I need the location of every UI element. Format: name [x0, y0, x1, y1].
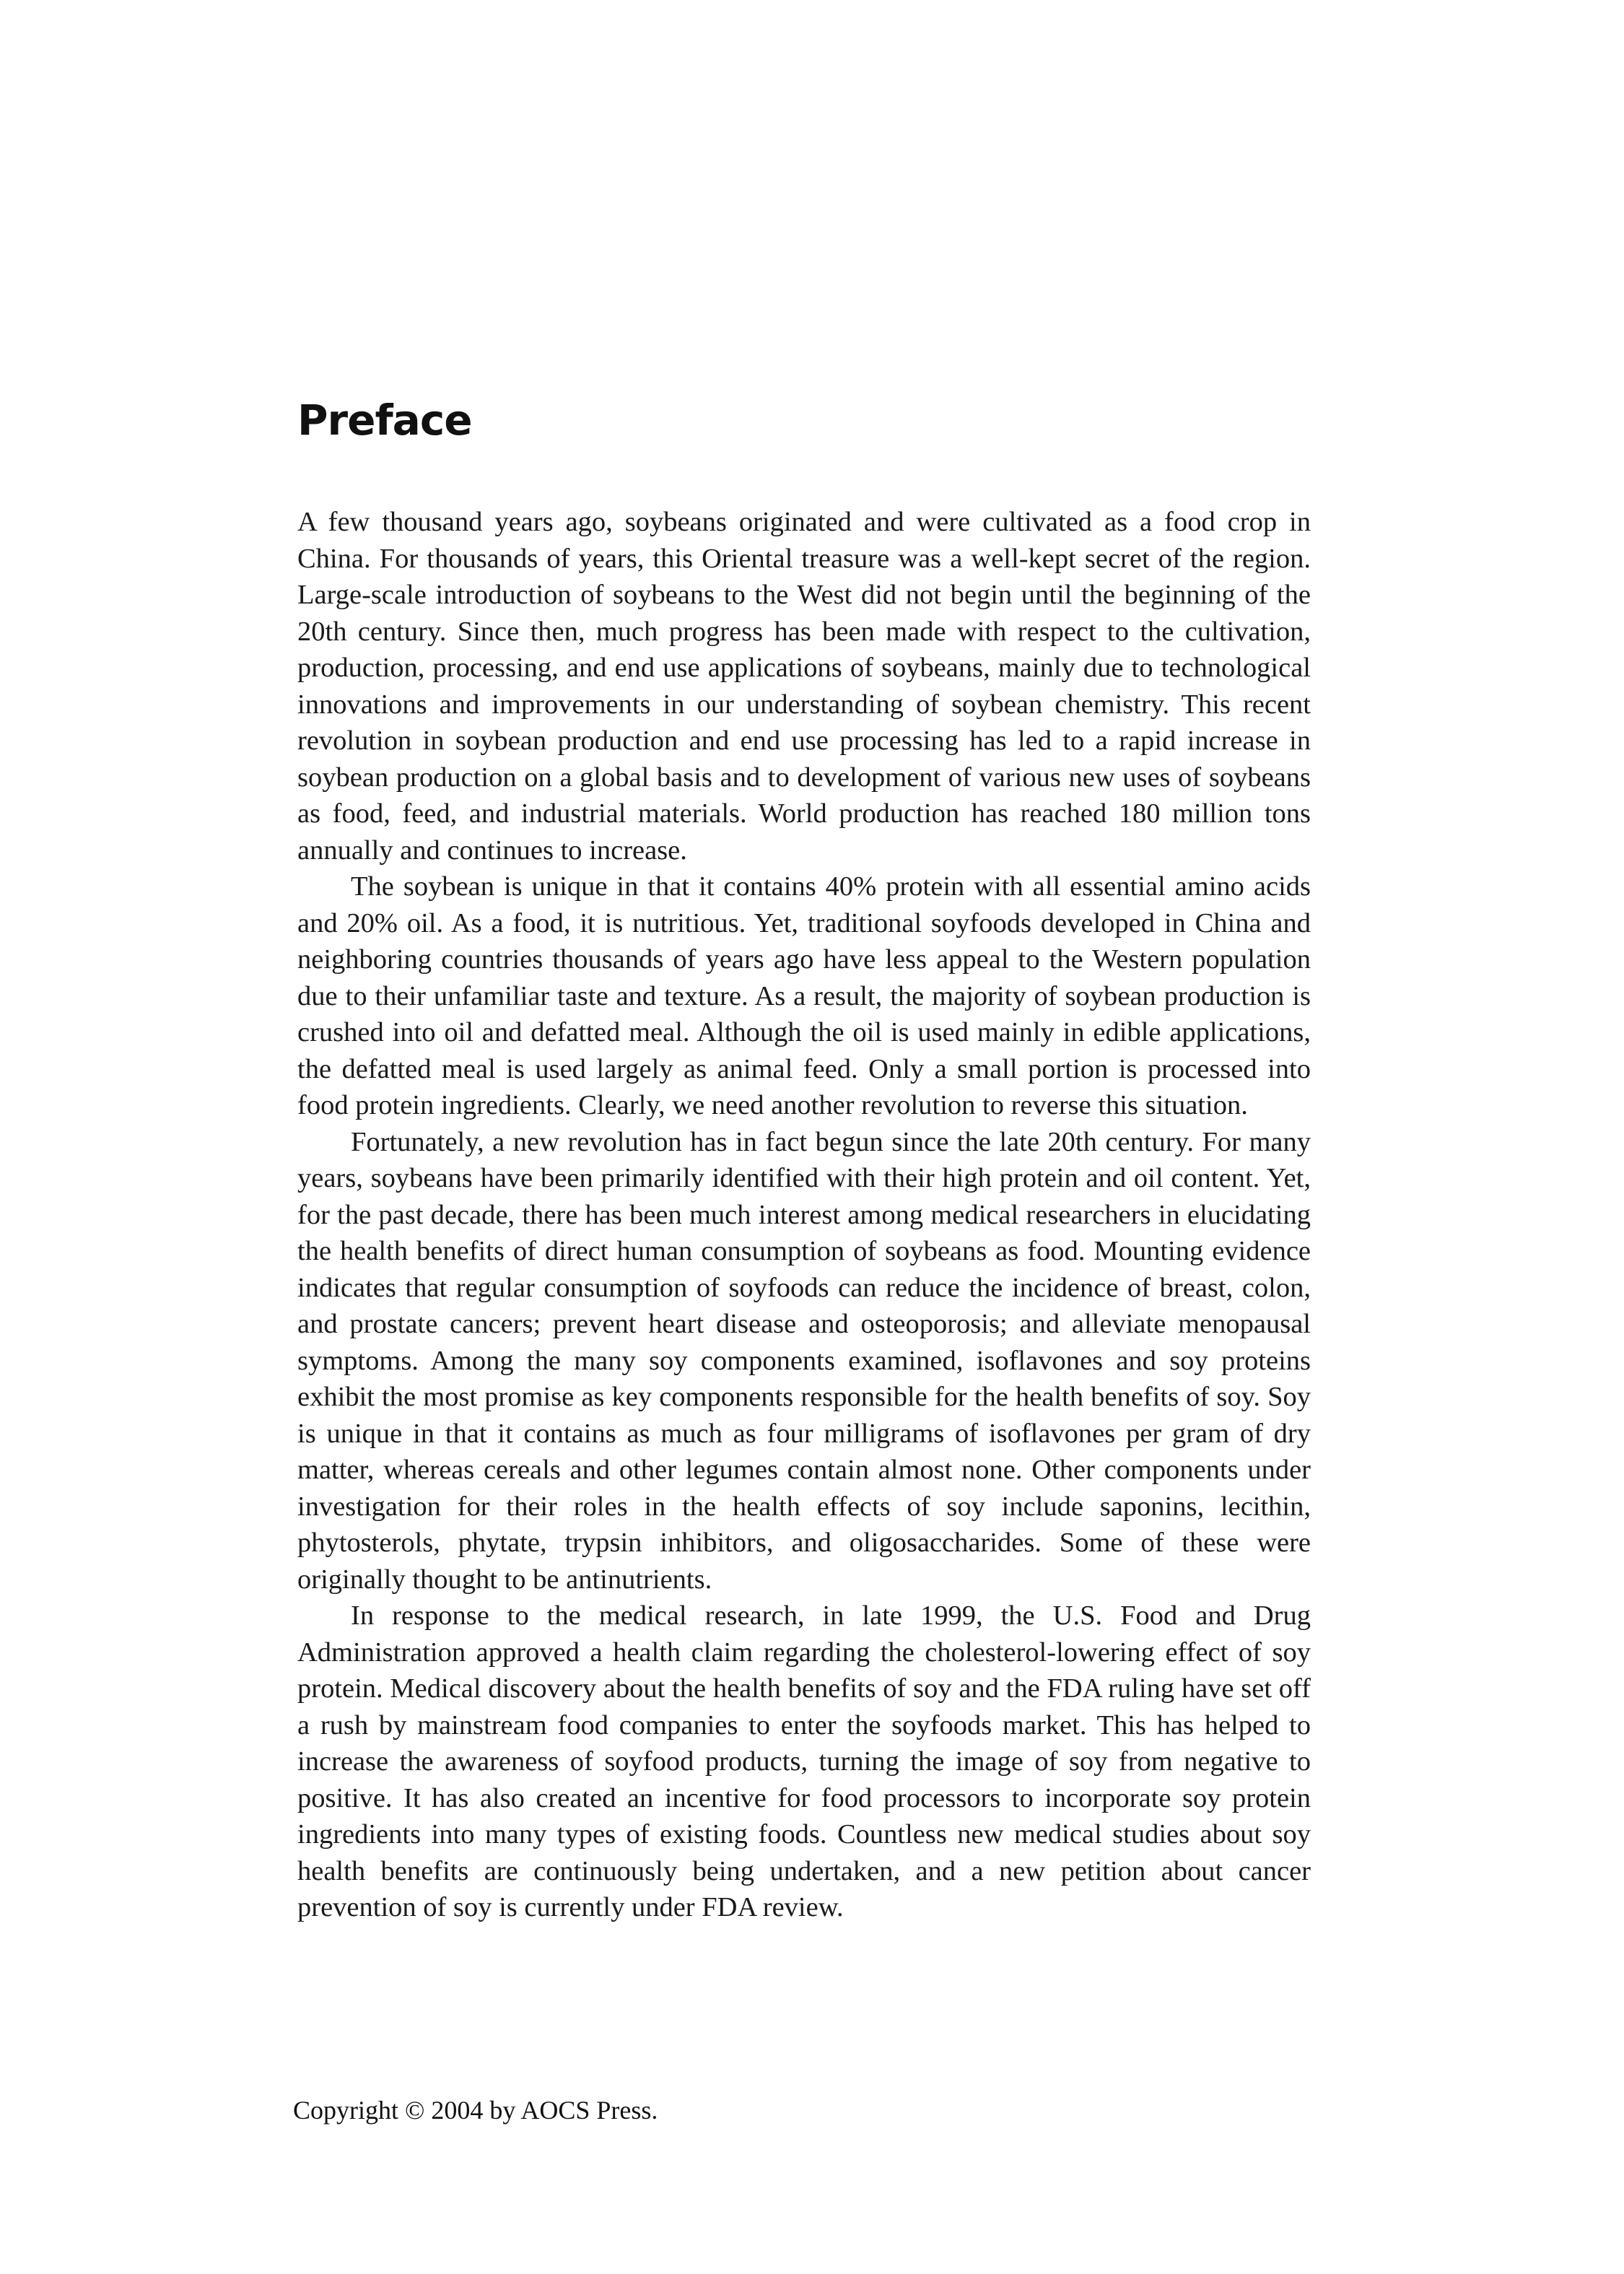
paragraph-1: A few thousand years ago, soybeans originated and were cultivated as a food crop in China. For thousands of years, this Oriental treasure was a well-kept secret of the region. Large-scale introduction of soybeans to the West did not begin until the beginning of the 20th century. Since then, much progress has been made with respect to the cultivation, production, processing, and end use applications of soybeans, mainly due to technological innovations and improvements in our understanding of soybean chemistry. This recent revolution in soybean production and end use processing has led to a rapid increase in soybean production on a global basis and to development of various new uses of soybeans as food, feed, and industrial materials. World production has reached 180 million tons annually and continues to increase. — [297, 507, 1311, 866]
paragraph-2: The soybean is unique in that it contains 40% protein with all essential amino acids and 20% oil. As a food, it is nutritious. Yet, traditional soyfoods developed in China and neighboring countries thousands of years ago have less appeal to the Western population due to their unfamiliar taste and texture. As a result, the majority of soybean production is crushed into oil and defatted meal. Although the oil is used mainly in edible applications, the defatted meal is used largely as animal feed. Only a small portion is processed into food protein ingredients. Clearly, we need another revolution to reverse this situation. — [297, 871, 1311, 1120]
copyright-notice: Copyright © 2004 by AOCS Press. — [293, 2096, 658, 2125]
paragraph-3: Fortunately, a new revolution has in fact begun since the late 20th century. For many years, soybeans have been primarily identified with their high protein and oil content. Yet, for the past decade, there has been much interest among medical researchers in elucidating the health benefits of direct human consumption of soybeans as food. Mounting evidence indicates that regular consumption of soyfoods can reduce the incidence of breast, colon, and prostate cancers; prevent heart disease and osteoporosis; and alleviate menopausal symptoms. Among the many soy components examined, isoflavones and soy proteins exhibit the most promise as key components responsible for the health benefits of soy. Soy is unique in that it contains as much as four milligrams of isoflavones per gram of dry matter, whereas cereals and other legumes contain almost none. Other components under investigation for their roles in the health effects of soy include saponins, lecithin, phytosterols, phytate, trypsin inhibitors, and oligosaccharides. Some of these were originally thought to be antinutrients. — [297, 1126, 1311, 1595]
paragraph-4: In response to the medical research, in late 1999, the U.S. Food and Drug Administration approved a health claim regarding the cholesterol-lowering effect of soy protein. Medical discovery about the health benefits of soy and the FDA ruling have set off a rush by mainstream food companies to enter the soyfoods market. This has helped to increase the awareness of soyfood products, turning the image of soy from negative to positive. It has also created an incentive for food processors to incorporate soy protein ingredients into many types of existing foods. Countless new medical studies about soy health benefits are continuously being undertaken, and a new petition about cancer prevention of soy is currently under FDA review. — [297, 1600, 1311, 1922]
page-title: Preface — [297, 396, 472, 445]
preface-body — [297, 504, 1311, 1926]
